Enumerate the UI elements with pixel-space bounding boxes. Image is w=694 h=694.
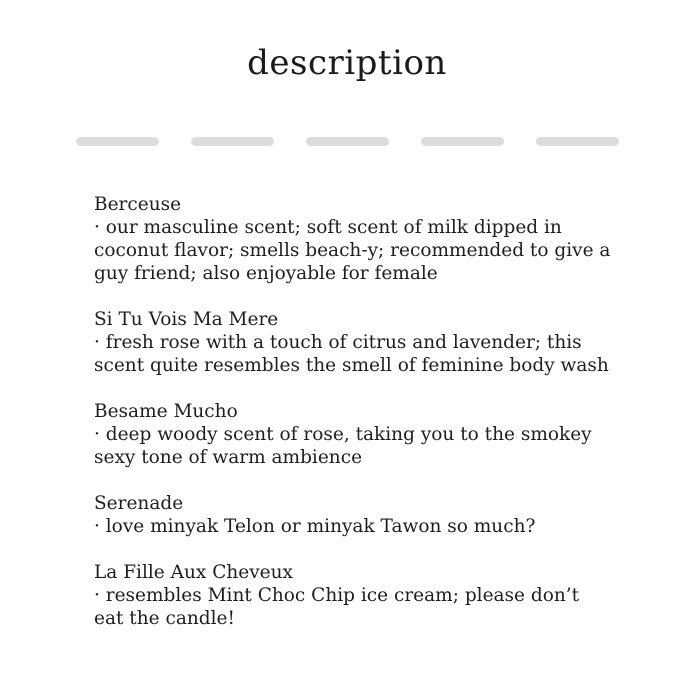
dashed-divider [76, 137, 619, 146]
scent-entry-besame-mucho [94, 400, 614, 469]
scent-description: · love minyak Telon or minyak Tawon so much? [94, 516, 536, 537]
scent-name: Serenade [94, 493, 184, 514]
scent-list [94, 193, 617, 653]
scent-description: · resembles Mint Choc Chip ice cream; please don’t eat the candle! [94, 585, 585, 629]
page-title: description [247, 43, 447, 83]
scent-name: Berceuse [94, 194, 182, 215]
scent-entry-la-fille-aux-cheveux [94, 561, 614, 630]
scent-entry-berceuse [94, 193, 617, 285]
divider-dash [536, 137, 619, 146]
divider-dash [76, 137, 159, 146]
divider-dash [306, 137, 389, 146]
scent-description: · deep woody scent of rose, taking you to the smokey sexy tone of warm ambience [94, 424, 598, 468]
scent-description: · fresh rose with a touch of citrus and lavender; this scent quite resembles the smell of feminine body wash [94, 332, 609, 376]
scent-name: Besame Mucho [94, 401, 238, 422]
scent-name: La Fille Aux Cheveux [94, 562, 293, 583]
scent-description: · our masculine scent; soft scent of milk dipped in coconut flavor; smells beach-y; recommended to give a guy friend; also enjoyable for female [94, 217, 617, 284]
scent-entry-si-tu-vois-ma-mere [94, 308, 614, 377]
divider-dash [421, 137, 504, 146]
scent-entry-serenade [94, 492, 614, 538]
scent-name: Si Tu Vois Ma Mere [94, 309, 279, 330]
divider-dash [191, 137, 274, 146]
